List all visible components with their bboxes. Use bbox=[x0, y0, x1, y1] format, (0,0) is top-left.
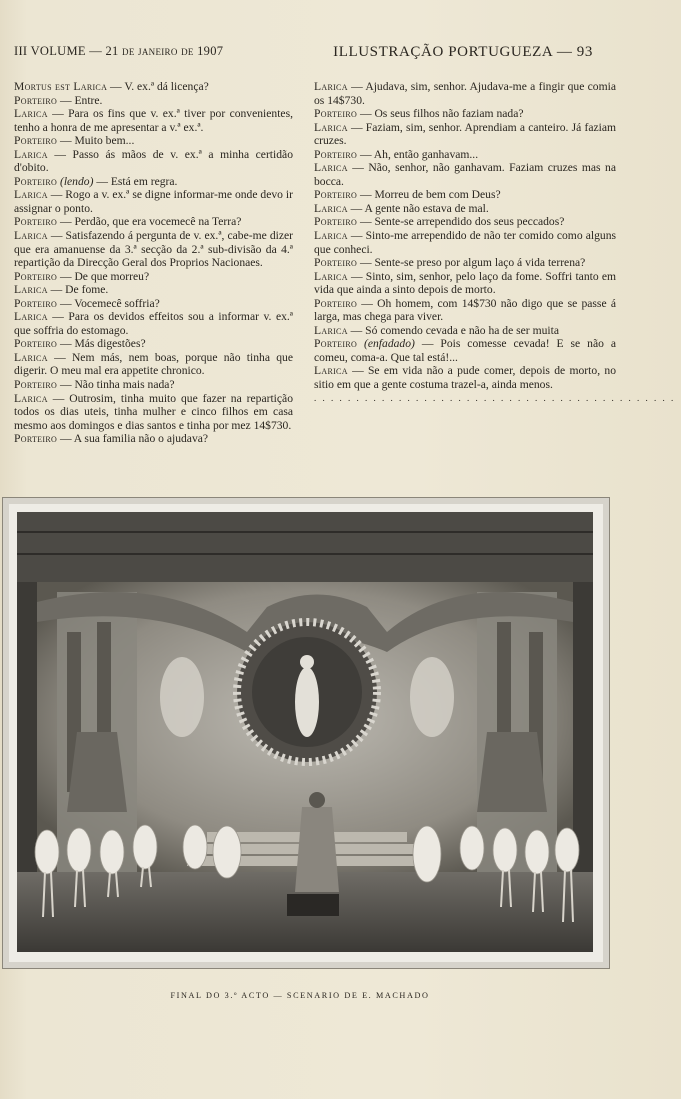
dialogue-line bbox=[14, 107, 293, 134]
dialogue-text: — Para os devidos effeitos sou a informar v. ex.ª que soffria do estomago. bbox=[14, 310, 293, 337]
speaker-name: Larica bbox=[314, 201, 348, 215]
dialogue-text: — Não, senhor, não ganhavam. Faziam cruzes mas na bocca. bbox=[314, 161, 616, 188]
stage-scene-image bbox=[17, 512, 593, 952]
dialogue-line bbox=[314, 107, 616, 121]
dialogue-text: — Sinto, sim, senhor, pelo laço da fome. Soffri tanto em vida que ainda a sinto depois de morto. bbox=[314, 269, 616, 297]
dialogue-line bbox=[14, 310, 293, 337]
dialogue-line bbox=[314, 80, 616, 107]
dialogue-line bbox=[14, 148, 293, 175]
speaker-name: Porteiro bbox=[314, 147, 358, 161]
speaker-name: Porteiro bbox=[14, 269, 58, 283]
dialogue-text: — Passo ás mãos de v. ex.ª a minha certidão d'obito. bbox=[14, 147, 293, 175]
speaker-name: Larica bbox=[314, 229, 348, 243]
dialogue-line bbox=[314, 121, 616, 148]
dialogue-text: — Ajudava, sim, senhor. Ajudava-me a fingir que comia os 14$730. bbox=[314, 80, 616, 107]
speaker-name: Larica bbox=[314, 269, 348, 283]
speaker-name: Larica bbox=[314, 80, 348, 93]
speaker-name: Mortus est Larica bbox=[14, 80, 108, 93]
dialogue-line bbox=[14, 270, 293, 284]
dialogue-line bbox=[14, 188, 293, 215]
dialogue-text: — Só comendo cevada e não ha de ser muita bbox=[347, 323, 559, 337]
dialogue-text: — Más digestões? bbox=[57, 337, 146, 351]
dialogue-line bbox=[14, 134, 293, 148]
right-text-column bbox=[314, 80, 676, 405]
dialogue-line bbox=[14, 337, 293, 351]
dialogue-text: — Sente-se preso por algum laço á vida terrena? bbox=[357, 256, 586, 270]
publication-title-page-number: ILLUSTRAÇÃO PORTUGUEZA — 93 bbox=[333, 44, 593, 60]
dialogue-line bbox=[314, 270, 616, 297]
dialogue-text: — Pois comesse cevada! E se não a comeu, coma-a. Que tal está!... bbox=[314, 337, 616, 364]
speaker-name: Larica bbox=[14, 229, 48, 243]
speaker-name: Larica bbox=[14, 283, 48, 297]
dialogue-text: — V. ex.ª dá licença? bbox=[107, 80, 209, 93]
dialogue-text: — Muito bem... bbox=[57, 134, 135, 148]
dialogue-text: — Rogo a v. ex.ª se digne informar-me onde devo ir assignar o ponto. bbox=[14, 188, 293, 215]
speaker-name: Porteiro bbox=[314, 215, 358, 229]
left-text-column bbox=[14, 80, 293, 446]
speaker-name: Larica bbox=[14, 107, 48, 121]
dialogue-text: — De fome. bbox=[47, 283, 109, 297]
dialogue-line bbox=[314, 229, 616, 256]
dialogue-text: — Sinto-me arrependido de não ter comido como alguns que conheci. bbox=[314, 229, 616, 256]
dialogue-line bbox=[14, 432, 293, 446]
volume-date: III VOLUME — 21 de janeiro de 1907 bbox=[14, 44, 224, 58]
dialogue-text: — Outrosim, tinha muito que fazer na repartição todos os dias uteis, tinha mulher e cinco filhos em casa mesmo aos domingos e dias santos e tinha por mez 14$730. bbox=[14, 391, 293, 432]
dialogue-text: — Vocemecê soffria? bbox=[57, 296, 160, 310]
dialogue-text: — Está em regra. bbox=[93, 174, 178, 188]
dialogue-line bbox=[14, 283, 293, 297]
dialogue-line bbox=[314, 256, 616, 270]
dialogue-line bbox=[14, 229, 293, 270]
dialogue-line bbox=[14, 80, 293, 94]
speaker-name: Larica bbox=[314, 364, 348, 378]
dialogue-text: — Morreu de bem com Deus? bbox=[357, 188, 501, 202]
dialogue-line bbox=[314, 324, 616, 338]
dialogue-text: — De que morreu? bbox=[57, 269, 150, 283]
speaker-name: Porteiro bbox=[14, 378, 58, 392]
dialogue-line bbox=[14, 175, 293, 189]
speaker-name: Larica bbox=[14, 391, 48, 405]
dialogue-line bbox=[14, 215, 293, 229]
speaker-name: Larica bbox=[14, 147, 48, 161]
section-end-dots: . . . . . . . . . . . . . . . . . . . . . . . . . . . . . . . . . . . . . . . . . . . bbox=[314, 392, 676, 403]
dialogue-text: — Satisfazendo á pergunta de v. ex.ª, cabe-me dizer que era amanuense da 3.ª secção da 2.ª sub-divisão da 4.ª repartição da Direcção Geral dos Proprios Nacionaes. bbox=[14, 229, 293, 270]
dialogue-line bbox=[314, 215, 616, 229]
dialogue-line bbox=[314, 297, 616, 324]
photo-caption: FINAL DO 3.º ACTO — SCENARIO DE E. MACHADO bbox=[170, 991, 430, 1000]
dialogue-text: — Os seus filhos não faziam nada? bbox=[357, 107, 524, 121]
speaker-name: Porteiro bbox=[14, 296, 58, 310]
dialogue-line bbox=[14, 378, 293, 392]
speaker-name: Porteiro bbox=[14, 337, 58, 351]
dialogue-text: — Não tinha mais nada? bbox=[57, 378, 175, 392]
speaker-name: Porteiro bbox=[314, 188, 358, 202]
dialogue-text: — Nem más, nem boas, porque não tinha que digerir. O meu mal era appetite chronico. bbox=[14, 350, 293, 378]
dialogue-text: — Para os fins que v. ex.ª tiver por convenientes, tenho a honra de me apresentar a v.ª ex.ª. bbox=[14, 107, 293, 134]
dialogue-line bbox=[314, 161, 616, 188]
speaker-name: Porteiro bbox=[14, 432, 58, 446]
stage-photograph bbox=[2, 497, 610, 969]
dialogue-text: — Entre. bbox=[57, 93, 103, 107]
dialogue-text: — A gente não estava de mal. bbox=[347, 201, 489, 215]
stage-direction: (enfadado) bbox=[364, 337, 415, 351]
dialogue-line bbox=[14, 392, 293, 433]
speaker-name: Porteiro bbox=[314, 337, 358, 351]
speaker-name: Porteiro bbox=[314, 107, 358, 121]
speaker-name: Porteiro bbox=[314, 296, 358, 310]
dialogue-line bbox=[14, 94, 293, 108]
speaker-name: Larica bbox=[14, 188, 48, 202]
dialogue-text: — A sua familia não o ajudava? bbox=[57, 432, 209, 446]
dialogue-text: — Perdão, que era vocemecê na Terra? bbox=[57, 215, 242, 229]
dialogue-text: — Ah, então ganhavam... bbox=[357, 147, 479, 161]
speaker-name: Porteiro bbox=[14, 93, 58, 107]
stage-direction: (lendo) bbox=[59, 174, 94, 188]
dialogue-text: — Faziam, sim, senhor. Aprendiam a canteiro. Já faziam cruzes. bbox=[314, 120, 616, 148]
speaker-name: Porteiro bbox=[314, 256, 358, 270]
dialogue-text: — Se em vida não a pude comer, depois de morto, no sitio em que a gente costuma trazel-a, ainda menos. bbox=[314, 364, 616, 392]
dialogue-line bbox=[314, 337, 616, 364]
speaker-name: Larica bbox=[14, 350, 48, 364]
dialogue-line bbox=[314, 188, 616, 202]
dialogue-line bbox=[314, 202, 616, 216]
dialogue-text: — Sente-se arrependido dos seus peccados? bbox=[357, 215, 565, 229]
dialogue-text: — Oh homem, com 14$730 não digo que se passe á larga, mas chega para viver. bbox=[314, 296, 616, 324]
dialogue-line bbox=[314, 148, 616, 162]
speaker-name: Larica bbox=[314, 120, 348, 134]
dialogue-line bbox=[314, 364, 616, 391]
speaker-name: Larica bbox=[314, 161, 348, 175]
speaker-name: Porteiro bbox=[14, 215, 58, 229]
dialogue-line bbox=[14, 297, 293, 311]
dialogue-line bbox=[14, 351, 293, 378]
speaker-name: Larica bbox=[14, 310, 48, 324]
speaker-name: Larica bbox=[314, 323, 348, 337]
speaker-name: Porteiro bbox=[14, 134, 58, 148]
speaker-name: Porteiro bbox=[14, 174, 58, 188]
